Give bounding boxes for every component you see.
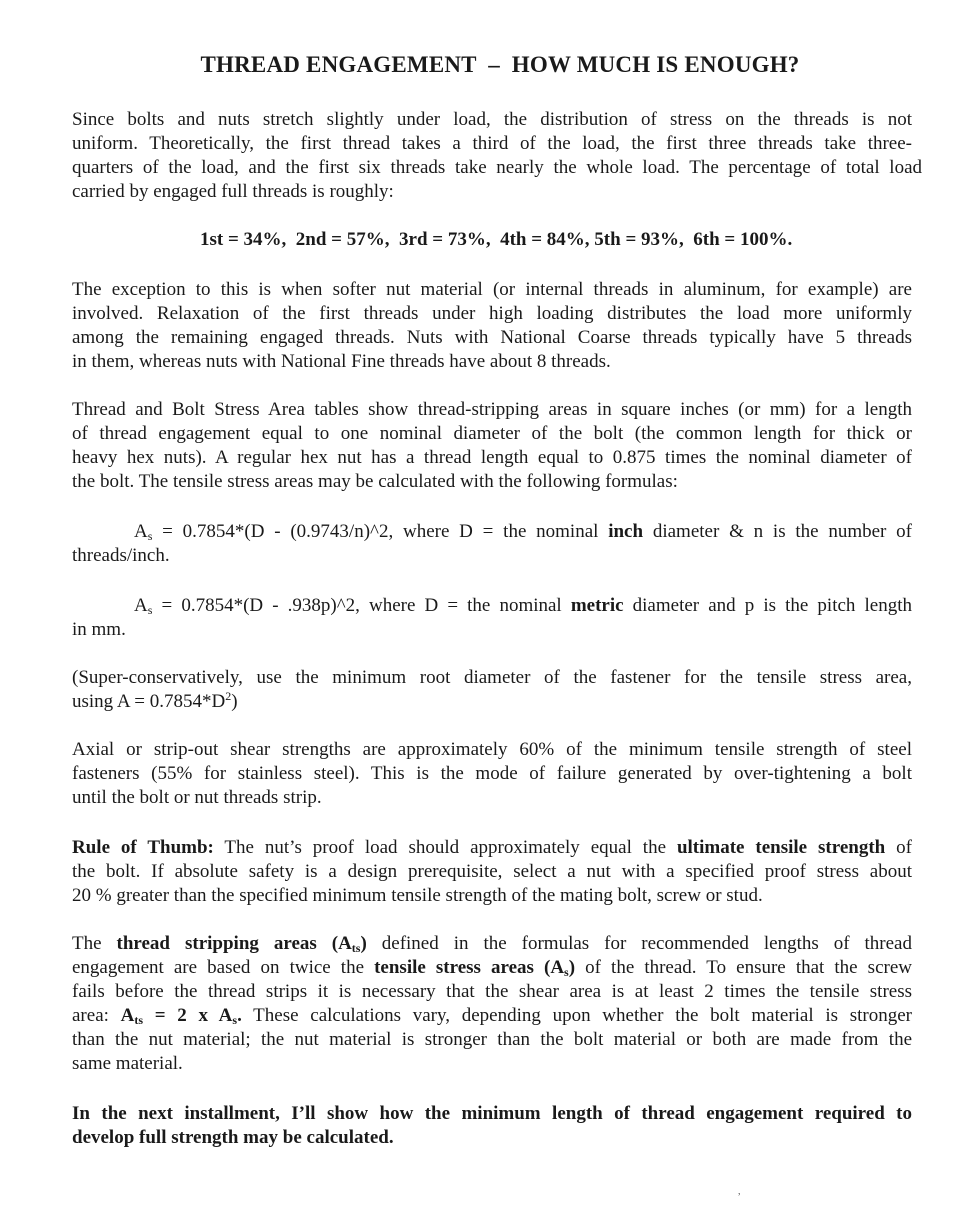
stress-area-line: of thread engagement equal to one nominal diameter of the bolt (the common length for thick or [72,423,912,444]
stripping-line: area: $A_{ts} = 2$ x $A_s$. These calculations vary, depending upon whether the bolt material is stronger [72,1005,912,1027]
metric-formula [72,594,912,642]
rule-of-thumb-label: Rule of Thumb: [72,837,214,858]
intro-line: uniform. Theoretically, the first thread takes a third of the load, the first three threads take three- [72,133,912,154]
stripping-line: than the nut material; the nut material is stronger than the bolt material or both are made from the [72,1029,912,1050]
axial-line: until the bolt or nut threads strip. [72,787,322,808]
intro-line: carried by engaged full threads is roughly: [72,181,394,202]
rule-line: the bolt. If absolute safety is a design prerequisite, select a nut with a specified proof stress about [72,861,912,882]
stripping-line: same material. [72,1053,183,1074]
stress-area-line: Thread and Bolt Stress Area tables show thread-stripping areas in square inches (or mm) for a length [72,399,912,420]
intro-line: Since bolts and nuts stretch slightly under load, the distribution of stress on the threads is not [72,109,912,130]
conservative-paragraph [72,666,912,714]
scan-speck: , [738,1186,741,1197]
rule-line: Rule of Thumb: The nut’s proof load should approximately equal the ultimate tensile strength of [72,837,912,858]
stripping-line: fails before the thread strips it is necessary that the shear area is at least 2 times the tensile stress [72,981,912,1002]
intro-line: quarters of the load, and the first six threads take nearly the whole load. The percentage of total load [72,157,922,178]
stress-area-line: heavy hex nuts). A regular hex nut has a thread length equal to 0.875 times the nominal diameter of [72,447,912,468]
metric-formula-line: $A_s = 0.7854*(D$ - .938p)^2, where D = the nominal metric diameter and p is the pitch length [134,595,912,617]
inch-formula [72,520,912,568]
exception-line: involved. Relaxation of the first threads under high loading distributes the load more uniformly [72,303,912,324]
inch-formula-wrap: threads/inch. [72,545,170,566]
exception-paragraph [72,278,912,374]
stripping-line: The thread stripping areas $(A_{ts})$ defined in the formulas for recommended lengths of thread [72,933,912,955]
exception-line: among the remaining engaged threads. Nuts with National Coarse threads typically have 5 threads [72,327,912,348]
page-title: THREAD ENGAGEMENT – HOW MUCH IS ENOUGH? [200,52,800,77]
rule-line: 20 % greater than the specified minimum tensile strength of the mating bolt, screw or stud. [72,885,763,906]
intro-paragraph [72,108,922,204]
stress-area-paragraph [72,398,912,494]
closing-line: In the next installment, I’ll show how the minimum length of thread engagement required to [72,1103,912,1124]
axial-paragraph [72,738,912,810]
conservative-line: (Super-conservatively, use the minimum root diameter of the fastener for the tensile stress area, [72,667,912,688]
axial-line: fasteners (55% for stainless steel). This is the mode of failure generated by over-tightening a bolt [72,763,912,784]
conservative-line: using $A = 0.7854*D^2$) [72,689,238,712]
thread-stripping-paragraph [72,932,912,1076]
closing-line: develop full strength may be calculated. [72,1127,394,1148]
stress-area-line: the bolt. The tensile stress areas may be calculated with the following formulas: [72,471,678,492]
closing-paragraph [72,1102,912,1150]
exception-line: The exception to this is when softer nut material (or internal threads in aluminum, for example) are [72,279,912,300]
stripping-line: engagement are based on twice the tensile stress areas $(A_s)$ of the thread. To ensure that the screw [72,957,912,979]
metric-formula-wrap: in mm. [72,619,126,640]
axial-line: Axial or strip-out shear strengths are approximately 60% of the minimum tensile strength of steel [72,739,912,760]
rule-of-thumb-paragraph [72,836,912,908]
thread-load-percentages: 1st = 34%, 2nd = 57%, 3rd = 73%, 4th = 84%, 5th = 93%, 6th = 100%. [200,229,793,250]
exception-line: in them, whereas nuts with National Fine threads have about 8 threads. [72,351,611,372]
inch-formula-line: $A_s = 0.7854*(D$ - (0.9743/n)^2, where D = the nominal inch diameter & n is the number of [134,521,912,543]
